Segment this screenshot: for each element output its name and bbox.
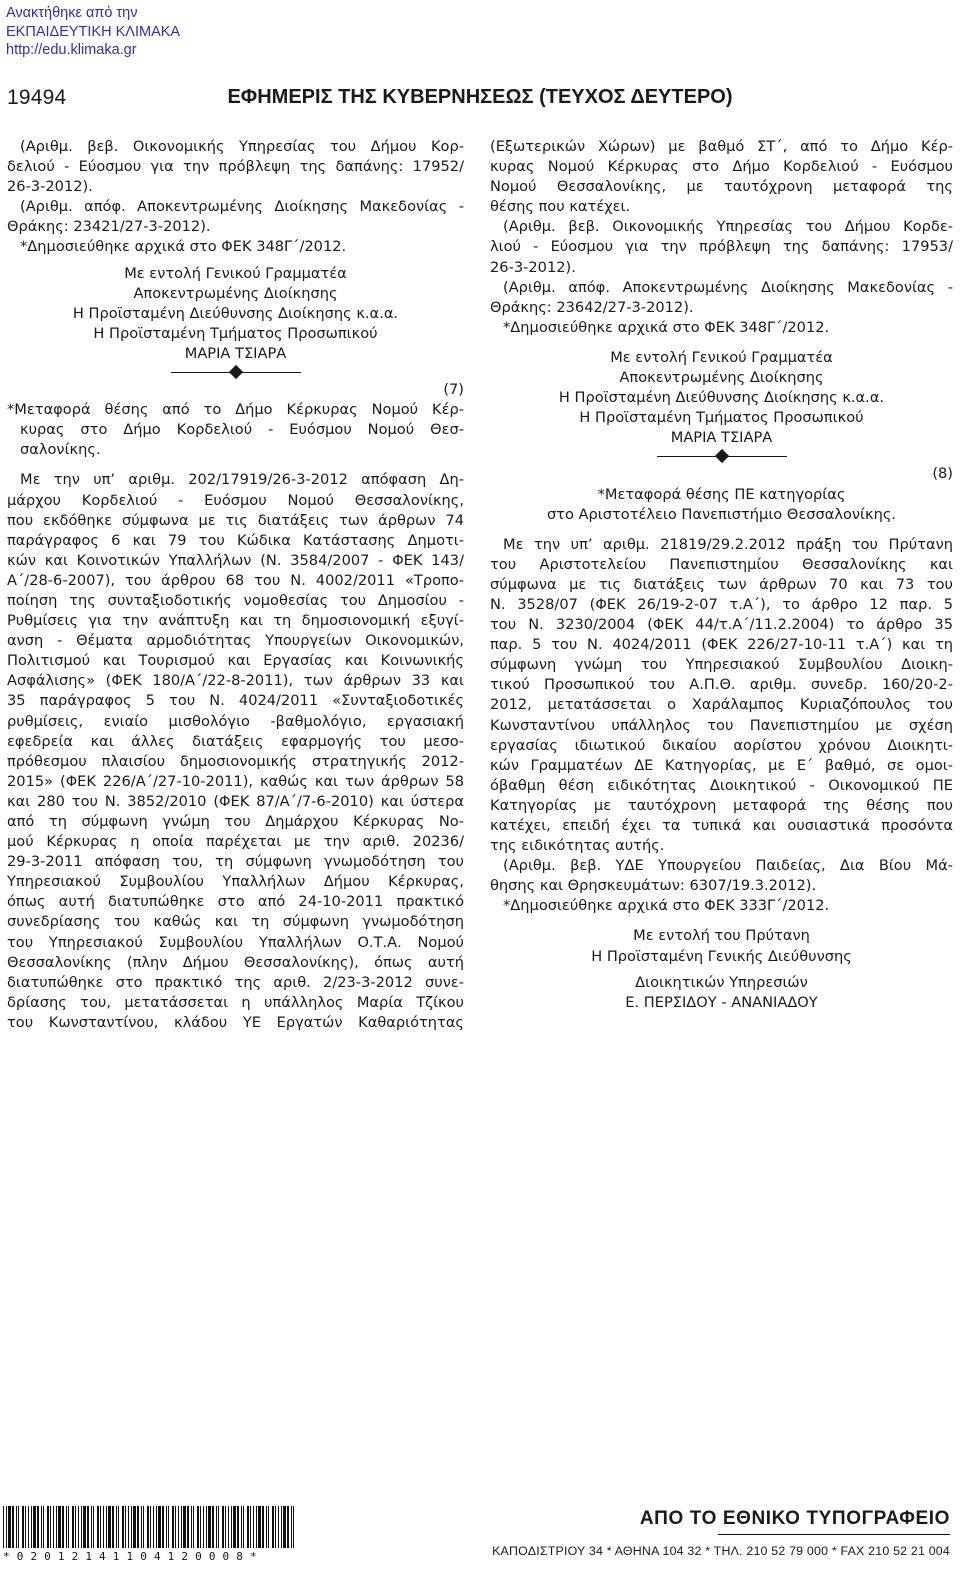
- body-line: του Αριστοτελείου Πανεπιστημίου Θεσσαλονίκης και: [490, 555, 953, 573]
- body-line: Ν. 3528/07 (ΦΕΚ 26/19-2-07 τ.Α΄), το άρθρο 12 παρ. 5: [490, 595, 953, 613]
- barcode-bar: [275, 1506, 276, 1548]
- barcode-bar: [16, 1506, 17, 1548]
- section-separator: [7, 364, 464, 380]
- signatory-name: ΜΑΡΙΑ ΤΣΙΑΡΑ: [184, 344, 287, 362]
- body-line: σύμφωνη γνώμη του Υπηρεσιακού Συμβουλίου Διοικη-: [490, 656, 953, 674]
- barcode-bar: [287, 1506, 289, 1548]
- source-note-line: Ανακτήθηκε από την: [6, 5, 138, 21]
- signature-line: Η Προϊσταμένη Τμήματος Προσωπικού: [93, 324, 378, 342]
- barcode-bar: [78, 1506, 79, 1548]
- body-line: κών Γραμματέων ΔΕ Κατηγορίας, με Ε΄ βαθμό, σε ομοι-: [490, 756, 953, 774]
- barcode-bar: [293, 1506, 294, 1548]
- barcode-bar: [133, 1506, 136, 1548]
- source-note-line: ΕΚΠΑΙΔΕΥΤΙΚΗ ΚΛΙΜΑΚΑ: [6, 23, 181, 40]
- item-title-line: *Μεταφορά θέσης από το Δήμο Κέρκυρας Νομού Κέρ-: [7, 401, 464, 419]
- barcode-bar: [6, 1506, 7, 1548]
- publication-note: *Δημοσιεύθηκε αρχικά στο ΦΕΚ 348Γ΄/2012.: [503, 318, 830, 336]
- source-note-link[interactable]: http://edu.klimaka.gr: [6, 42, 137, 58]
- barcode-bar: [187, 1506, 189, 1548]
- barcode-bar: [191, 1506, 192, 1548]
- text-line: θέσης που κατέχει.: [490, 198, 631, 216]
- body-line: ποίηση της συνταξιοδοτικής νομοθεσίας του Δημοσίου -: [7, 591, 464, 609]
- barcode-bar: [143, 1506, 144, 1548]
- barcode-bar: [216, 1506, 217, 1548]
- publication-note: *Δημοσιεύθηκε αρχικά στο ΦΕΚ 333Γ΄/2012.: [503, 897, 830, 915]
- page-footer: [0, 1506, 960, 1571]
- body-line: Κατηγορίας με ταυτόχρονη μεταφορά της θέσης που: [490, 796, 953, 814]
- barcode-bar: [83, 1506, 86, 1548]
- barcode-bar: [218, 1506, 219, 1548]
- barcode-bar: [183, 1506, 186, 1548]
- barcode-bar: [212, 1506, 214, 1548]
- barcode-bar: [68, 1506, 69, 1548]
- barcode-bar: [31, 1506, 32, 1548]
- body-line: παρ. 5 του Ν. 4024/2011 (ΦΕΚ 226/27-10-11 τ.Α΄) και τη: [490, 636, 953, 654]
- barcode-bar: [41, 1506, 42, 1548]
- barcode-bar: [203, 1506, 204, 1548]
- signature-line: Η Προϊσταμένη Γενικής Διεύθυνσης: [591, 947, 852, 965]
- text-line: (Αριθμ. βεβ. ΥΔΕ Υπουργείου Παιδείας, Δια Βίου Μά-: [503, 857, 953, 875]
- barcode-bar: [58, 1506, 61, 1548]
- barcode-bar: [25, 1506, 26, 1548]
- body-line: 29-3-2011 απόφαση του, τη σύμφωνη γνωμοδότηση του: [7, 853, 464, 871]
- body-line: σύμφωνα με τις διατάξεις των άρθρων 70 και 73 του: [490, 575, 953, 593]
- signature-line: Αποκεντρωμένης Διοίκησης: [133, 284, 338, 302]
- barcode-bar: [118, 1506, 119, 1548]
- barcode-bar: [262, 1506, 264, 1548]
- barcode-bar: [106, 1506, 107, 1548]
- body-line: της ειδικότητας αυτής.: [490, 837, 665, 855]
- text-line: (Αριθμ. βεβ. Οικονομικής Υπηρεσίας του Δήμου Κορδε-: [503, 218, 953, 236]
- text-line: (Εξωτερικών Χώρων) με βαθμό ΣΤ΄, από το Δήμο Κέρ-: [490, 138, 953, 155]
- body-line: Ρυθμίσεις για την ανάπτυξη και τη δημοσιονομική εξυγί-: [7, 612, 464, 630]
- barcode-bar: [258, 1506, 261, 1548]
- signature-line: Αποκεντρωμένης Διοίκησης: [619, 369, 824, 387]
- body-line: Θεσσαλονίκης (πλην Δήμου Θεσσαλονίκης), όπως αυτή: [7, 953, 464, 971]
- barcode-bar: [256, 1506, 257, 1548]
- body-line: μού Κέρκυρας η οποία παρέχεται με την αριθ. 20236/: [7, 833, 464, 851]
- barcode-bar: [28, 1506, 29, 1548]
- body-line: και 280 του Ν. 3852/2010 (ΦΕΚ 87/Α΄/7-6-2010) και ύστερα: [7, 792, 464, 810]
- body-line: κατέχει, επειδή έχει τα τυπικά και ουσιαστικά προσόντα: [490, 817, 953, 834]
- item-number: (8): [932, 465, 953, 483]
- barcode-bar: [8, 1506, 11, 1548]
- body-line: του Ν. 3230/2004 (ΦΕΚ 44/τ.Α΄/11.2.2004) το άρθρο 35: [490, 616, 953, 634]
- body-line: από τη σύμφωνη γνώμη του Δημάρχου Κέρκυρας Νο-: [7, 813, 464, 830]
- signature-line: Διοικητικών Υπηρεσιών: [635, 973, 808, 991]
- barcode-bar: [266, 1506, 267, 1548]
- barcode-bar: [278, 1506, 279, 1548]
- barcode-bar: [272, 1506, 274, 1548]
- barcode-bar: [116, 1506, 117, 1548]
- text-line: (Αριθμ. απόφ. Αποκεντρωμένης Διοίκησης Μακεδονίας -: [20, 198, 464, 216]
- barcode-bar: [37, 1506, 39, 1548]
- signature-line: Η Προϊσταμένη Τμήματος Προσωπικού: [579, 409, 864, 427]
- barcode-bar: [243, 1506, 244, 1548]
- barcode-bar: [193, 1506, 194, 1548]
- barcode-bar: [225, 1506, 226, 1548]
- printer-address: ΚΑΠΟΔΙΣΤΡΙΟΥ 34 * ΑΘΗΝΑ 104 32 * ΤΗΛ. 210 52 79 000 * FAX 210 52 21 004: [492, 1544, 950, 1558]
- barcode-bar: [72, 1506, 74, 1548]
- barcode-bar: [268, 1506, 269, 1548]
- body-line: του Υπηρεσιακού Συμβουλίου Υπαλλήλων Ο.Τ.Α. Νομού: [7, 933, 464, 951]
- barcode-bar: [50, 1506, 51, 1548]
- barcode-bar: [56, 1506, 57, 1548]
- barcode-bar: [197, 1506, 199, 1548]
- barcode-bar: [128, 1506, 129, 1548]
- text-line: Θράκης: 23642/27-3-2012).: [490, 298, 694, 316]
- barcode-bar: [53, 1506, 54, 1548]
- barcode-bar: [166, 1506, 167, 1548]
- body-line: τικού Προσωπικού του Α.Π.Θ. αριθμ. συνεδρ. 160/20-2-: [490, 676, 953, 694]
- barcode-bar: [250, 1506, 251, 1548]
- body-line: ρυθμίσεις, ενιαίο μισθολόγιο -βαθμολόγιο, εργασιακή: [7, 712, 464, 730]
- item-title-line: *Μεταφορά θέσης ΠΕ κατηγορίας: [597, 485, 846, 503]
- item-title-line: σαλονίκης.: [20, 441, 101, 459]
- right-column: [490, 137, 953, 1013]
- text-line: Νομού Θεσσαλονίκης, με ταυτόχρονη μεταφορά της: [490, 178, 953, 196]
- body-line: Πολιτισμού και Τουρισμού και Εργασίας και Κοινωνικής: [7, 652, 464, 670]
- gazette-title: ΕΦΗΜΕΡΙΣ ΤΗΣ ΚΥΒΕΡΝΗΣΕΩΣ (ΤΕΥΧΟΣ ΔΕΥΤΕΡΟ): [227, 86, 733, 108]
- item-number: (7): [443, 381, 464, 399]
- barcode-bar: [137, 1506, 139, 1548]
- barcode-bar: [91, 1506, 92, 1548]
- text-line: Θράκης: 23421/27-3-2012).: [7, 218, 211, 236]
- barcode-bar: [247, 1506, 249, 1548]
- barcode-bar: [62, 1506, 64, 1548]
- barcode-bar: [175, 1506, 176, 1548]
- barcode-bar: [18, 1506, 19, 1548]
- barcode-bar: [237, 1506, 239, 1548]
- signature-line: Με εντολή Γενικού Γραμματέα: [124, 264, 347, 282]
- barcode-bar: [87, 1506, 89, 1548]
- barcode-bar: [108, 1506, 111, 1548]
- body-line: εργασίας ιδιωτικού δικαίου αορίστου χρόνου Διοικητι-: [490, 736, 953, 754]
- page-header: [0, 86, 960, 112]
- barcode-bar: [112, 1506, 114, 1548]
- signature-line: Η Προϊσταμένη Διεύθυνσης Διοίκησης κ.α.α.: [558, 389, 885, 407]
- body-line: του Κωνσταντίνου, κλάδου ΥΕ Εργατών Καθαριότητας: [7, 1013, 464, 1031]
- text-line: 26-3-2012).: [7, 178, 93, 196]
- text-line: (Αριθμ. απόφ. Αποκεντρωμένης Διοίκησης Μακεδονίας -: [503, 278, 953, 296]
- body-line: μάρχου Κορδελιού - Ευόσμου Νομού Θεσσαλονίκης,: [7, 491, 464, 509]
- barcode-bar: [103, 1506, 104, 1548]
- barcode-bar: [150, 1506, 151, 1548]
- barcode-bar: [43, 1506, 44, 1548]
- text-line: κυρας Νομού Κέρκυρας στο Δήμο Κορδελιού - Ευόσμου: [490, 158, 953, 176]
- barcode-bar: [153, 1506, 154, 1548]
- body-line: κών και Κοινοτικών Υπαλλήλων (Ν. 3584/2007 - ΦΕΚ 143/: [7, 551, 464, 569]
- body-line: πρόθεσμου πλαισίου δημοσιονομικής στρατηγικής 2012-: [7, 752, 464, 770]
- barcode-bar: [131, 1506, 132, 1548]
- printer-name: ΑΠΟ ΤΟ ΕΘΝΙΚΟ ΤΥΠΟΓΡΑΦΕΙΟ: [639, 1508, 950, 1529]
- barcode-bar: [172, 1506, 174, 1548]
- barcode-bar: [222, 1506, 224, 1548]
- barcode-bar: [75, 1506, 76, 1548]
- barcode-bar: [12, 1506, 14, 1548]
- body-line: Ασφάλισης» (ΦΕΚ 180/Α΄/22-8-2011), των άρθρων 33 και: [7, 672, 464, 690]
- barcode-bar: [156, 1506, 157, 1548]
- body-line: δρίασης του, μετατάσσεται η υπάλληλος Μαρία Τζίκου: [7, 993, 464, 1011]
- signature-line: Με εντολή Γενικού Γραμματέα: [610, 348, 833, 366]
- body-line: Κωνσταντίνου υπάλληλος του Πανεπιστημίου με σχέση: [490, 716, 953, 734]
- body-line: ανση - Θέματα αρμοδιότητας Υπουργείων Οικονομικών,: [7, 632, 464, 650]
- barcode-bar: [241, 1506, 242, 1548]
- item-title-line: κυρας στο Δήμο Κορδελιού - Ευόσμου Νομού Θεσ-: [20, 421, 464, 439]
- barcode-bar: [97, 1506, 99, 1548]
- barcode-bar: [206, 1506, 207, 1548]
- body-line: Α΄/28-6-2007), του άρθρου 68 του Ν. 4002/2011 «Τροπο-: [7, 571, 464, 589]
- signatory-name: Ε. ΠΕΡΣΙΔΟΥ - ΑΝΑΝΙΑΔΟΥ: [625, 993, 818, 1011]
- body-line: Με την υπ’ αριθμ. 202/17919/26-3-2012 απόφαση Δη-: [20, 471, 464, 489]
- barcode-digits: *02012141104120008*: [3, 1550, 264, 1563]
- barcode-bar: [231, 1506, 232, 1548]
- source-note: [6, 4, 180, 60]
- printer-rule: [718, 1534, 950, 1535]
- barcode-bar: [291, 1506, 292, 1548]
- barcode-bar: [122, 1506, 124, 1548]
- barcode-bar: [3, 1506, 4, 1548]
- item-title-line: στο Αριστοτέλειο Πανεπιστήμιο Θεσσαλονίκης.: [546, 505, 897, 523]
- body-line: όβαθμη θέση ειδικότητας Διοικητικού - Οικονομικού ΠΕ: [490, 776, 953, 794]
- left-column: [7, 137, 464, 1033]
- barcode-bar: [253, 1506, 254, 1548]
- body-line: 2012, μετατάσσεται ο Χαράλαμπος Κυριαζόπουλος του: [490, 696, 953, 714]
- barcode-bar: [162, 1506, 164, 1548]
- barcode-bar: [93, 1506, 94, 1548]
- barcode-bar: [141, 1506, 142, 1548]
- barcode-bar: [228, 1506, 229, 1548]
- body-line: διατυπώθηκε στο πρακτικό της αριθ. 2/23-3-2012 συνε-: [7, 973, 464, 991]
- barcode-bar: [47, 1506, 49, 1548]
- body-line: συνεδρίασης του καθώς και τη σύμφωνη γνωμοδότηση: [7, 913, 464, 931]
- barcode-bar: [33, 1506, 36, 1548]
- text-line: 26-3-2012).: [490, 258, 576, 276]
- body-line: Με την υπ’ αριθμ. 21819/29.2.2012 πράξη του Πρύτανη: [503, 535, 953, 553]
- barcode-bar: [208, 1506, 211, 1548]
- signature-line: Η Προϊσταμένη Διεύθυνσης Διοίκησης κ.α.α.: [72, 304, 399, 322]
- text-line: λιού - Εύοσμου για την πρόβλεψη της δαπάνης: 17953/: [490, 238, 953, 256]
- barcode-bar: [281, 1506, 282, 1548]
- text-line: θησης και Θρησκευμάτων: 6307/19.3.2012).: [490, 877, 817, 895]
- barcode-bar: [168, 1506, 169, 1548]
- body-line: Υπηρεσιακού Συμβουλίου Υπαλλήλων Δήμου Κέρκυρας,: [7, 873, 464, 891]
- body-line: 35 παράγραφος 5 του Ν. 4024/2011 «Συνταξιοδοτικές: [7, 692, 464, 710]
- body-line: παράγραφος 6 και 79 του Κώδικα Κατάστασης Δημοτι-: [7, 531, 464, 549]
- body-line: που εκδόθηκε σύμφωνα με τις διατάξεις των άρθρων 74: [7, 511, 464, 529]
- barcode: [3, 1506, 295, 1548]
- text-line: δελιού - Εύοσμου για την πρόβλεψη της δαπάνης: 17952/: [7, 158, 464, 176]
- body-line: 2015» (ΦΕΚ 226/Α΄/27-10-2011), καθώς και των άρθρων 58: [7, 772, 464, 790]
- signature-line: Με εντολή του Πρύτανη: [633, 927, 810, 945]
- barcode-bar: [200, 1506, 201, 1548]
- text-line: (Αριθμ. βεβ. Οικονομικής Υπηρεσίας του Δήμου Κορ-: [20, 138, 464, 155]
- barcode-bar: [22, 1506, 24, 1548]
- barcode-bar: [158, 1506, 161, 1548]
- signatory-name: ΜΑΡΙΑ ΤΣΙΑΡΑ: [670, 429, 773, 447]
- publication-note: *Δημοσιεύθηκε αρχικά στο ΦΕΚ 348Γ΄/2012.: [20, 238, 347, 256]
- barcode-bar: [125, 1506, 126, 1548]
- section-separator: [490, 448, 953, 464]
- page-number: 19494: [7, 86, 67, 109]
- barcode-bar: [81, 1506, 82, 1548]
- barcode-bar: [233, 1506, 236, 1548]
- barcode-bar: [283, 1506, 286, 1548]
- barcode-bar: [100, 1506, 101, 1548]
- barcode-bar: [147, 1506, 149, 1548]
- barcode-bar: [66, 1506, 67, 1548]
- body-line: εφεδρεία και άλλες διατάξεις εφαρμογής του μεσο-: [7, 732, 464, 750]
- body-line: όπως αυτή διατυπώθηκε στο από 24-10-2011 πρακτικό: [7, 893, 464, 911]
- barcode-bar: [178, 1506, 179, 1548]
- barcode-bar: [181, 1506, 182, 1548]
